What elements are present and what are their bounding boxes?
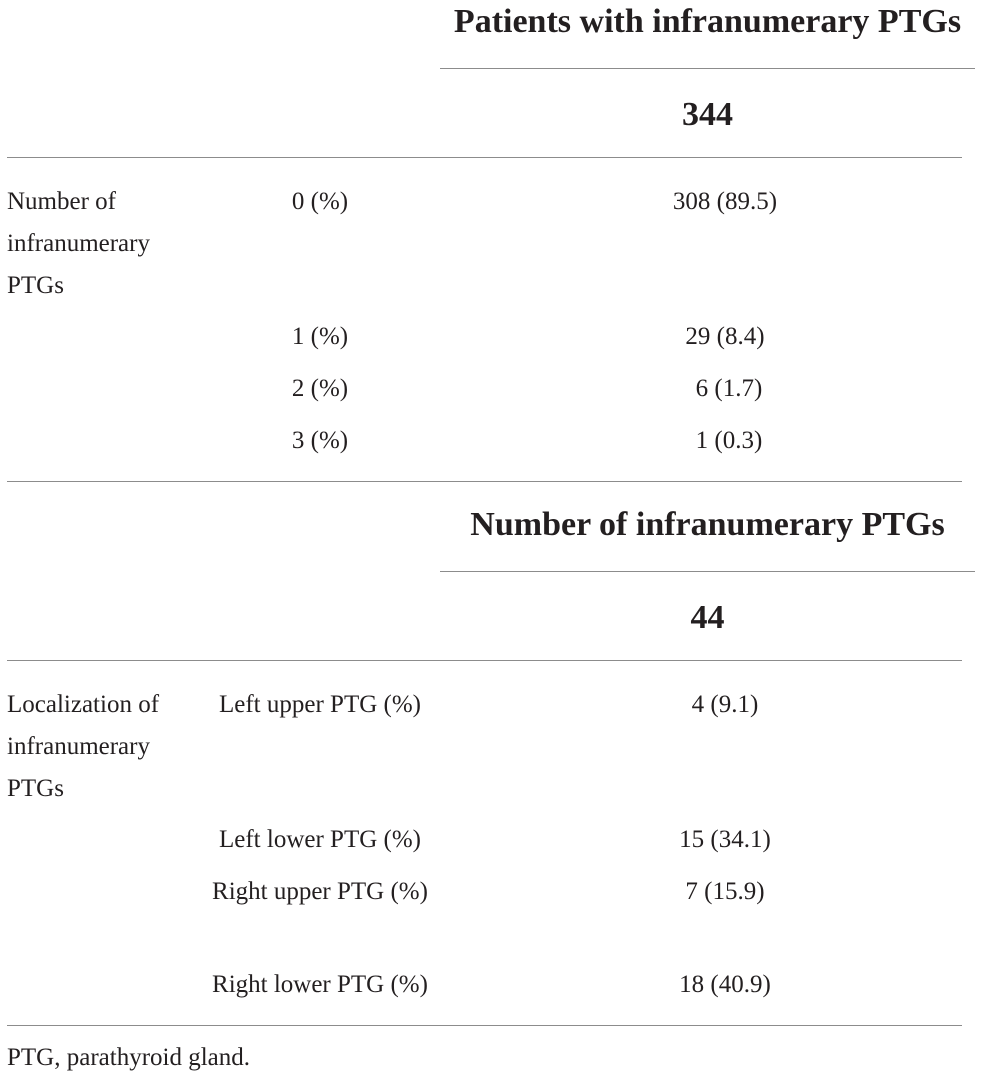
section-rule — [7, 660, 962, 661]
section2-header: Number of infranumerary PTGs — [470, 506, 945, 543]
header-rule — [440, 571, 975, 572]
category-cell: 2 (%) — [291, 375, 349, 402]
section-rule — [7, 157, 962, 158]
category-cell: Left upper PTG (%) — [218, 691, 421, 718]
value-cell: 29 (8.4) — [685, 323, 765, 350]
category-cell: 3 (%) — [291, 427, 349, 454]
value-cell: 7 (15.9) — [685, 878, 765, 905]
value-cell: 15 (34.1) — [679, 826, 771, 853]
category-cell: Left lower PTG (%) — [218, 826, 421, 853]
value-cell: 6 (1.7) — [695, 375, 763, 402]
section2-n: 44 — [690, 599, 725, 636]
category-cell: 1 (%) — [291, 323, 349, 350]
section1-row-label: Number of infranumerary PTGs — [7, 188, 150, 299]
value-cell: 18 (40.9) — [679, 971, 771, 998]
value-cell: 308 (89.5) — [672, 188, 778, 215]
value-cell: 1 (0.3) — [695, 427, 763, 454]
value-cell: 4 (9.1) — [691, 691, 759, 718]
section1-header: Patients with infranumerary PTGs — [453, 3, 962, 40]
section-rule — [7, 481, 962, 482]
category-cell: Right lower PTG (%) — [212, 971, 428, 998]
header-rule — [440, 68, 975, 69]
section2-row-label: Localization of infranumerary PTGs — [7, 691, 160, 802]
table-footnote: PTG, parathyroid gland. — [7, 1044, 251, 1071]
section1-n: 344 — [682, 96, 733, 133]
category-cell: Right upper PTG (%) — [212, 878, 428, 905]
bottom-rule — [7, 1025, 962, 1026]
category-cell: 0 (%) — [291, 188, 349, 215]
